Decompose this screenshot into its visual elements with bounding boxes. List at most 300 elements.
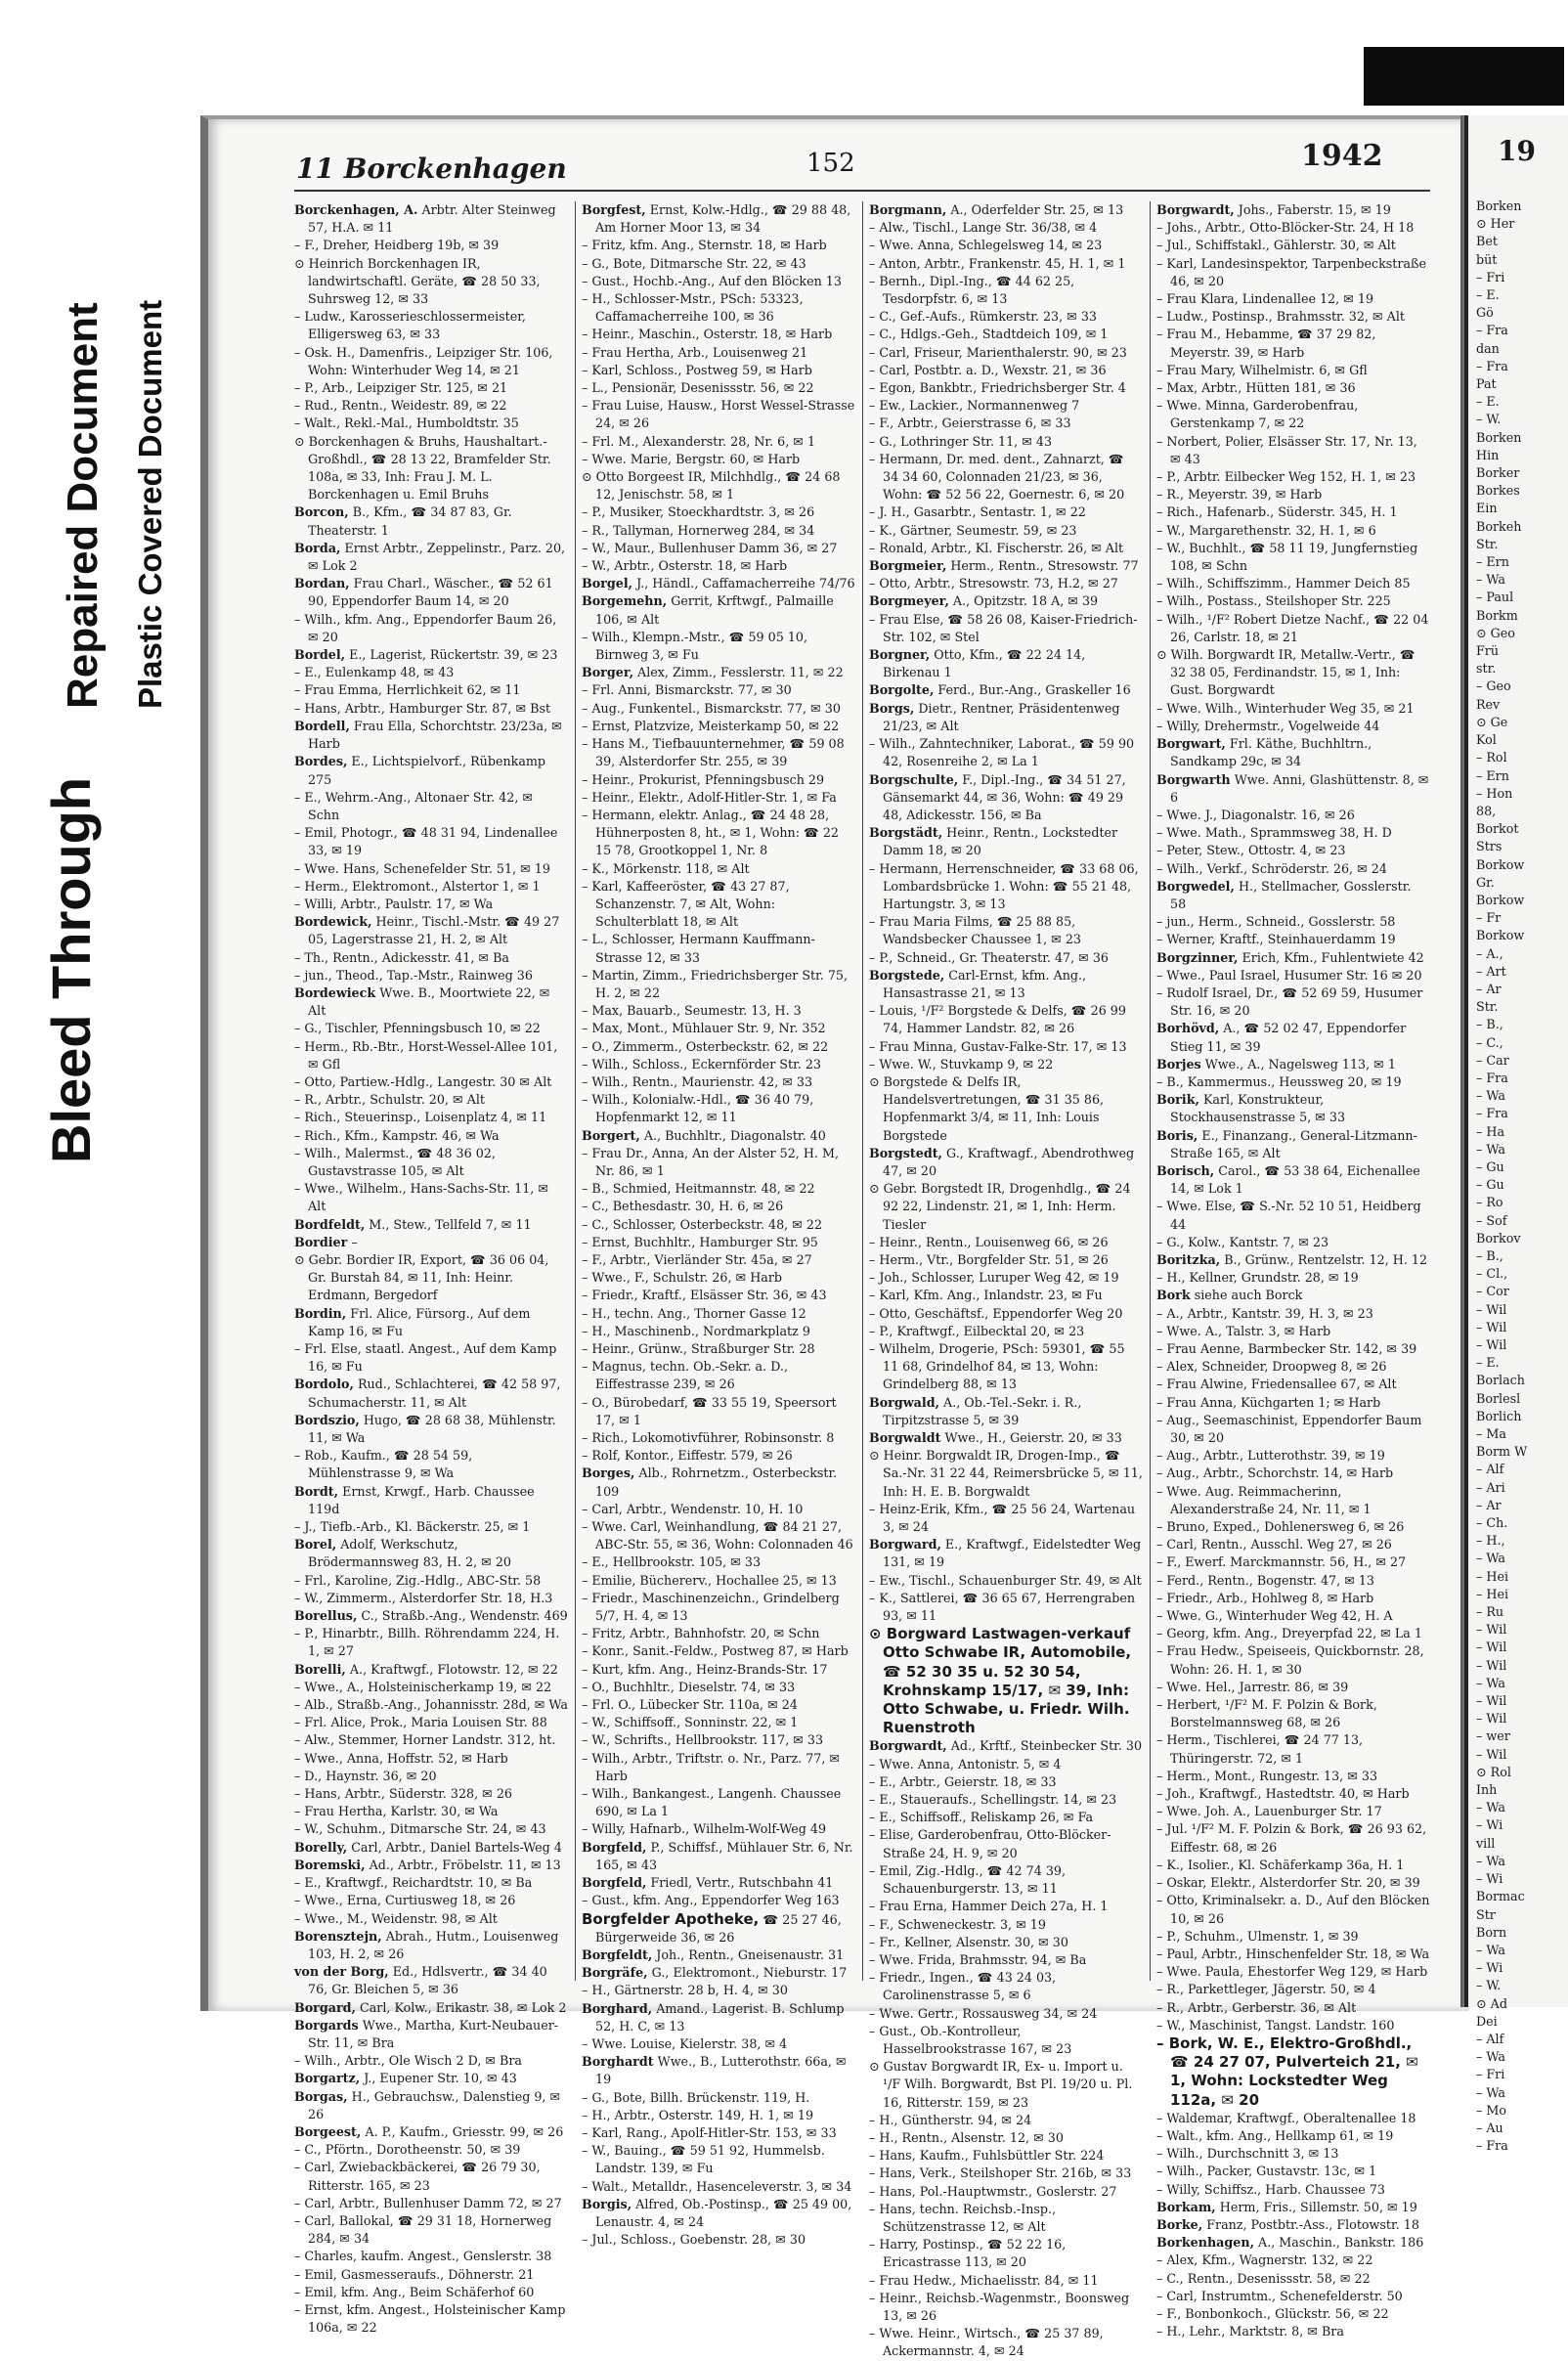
directory-entry — [869, 860, 1143, 914]
entry-text: – Wilhelm, Drogerie, PSch: 59301, ☎ 55 11 68, Grindelhof 84, ✉ 13, Wohn: Grindelberg 88, ✉ 13 — [869, 1341, 1125, 1392]
directory-entry — [1156, 1731, 1430, 1767]
plastic-covered-stamp: Plastic Covered Document — [132, 299, 168, 709]
next-page-line: – Mo — [1476, 2102, 1507, 2118]
directory-entry — [869, 237, 1143, 254]
next-page-line: Borker — [1476, 465, 1520, 481]
next-page-line: – Fri — [1476, 269, 1505, 284]
entry-text: Wwe., H., Geierstr. 20, ✉ 33 — [944, 1430, 1122, 1446]
entry-text: – Gust., Ob.-Kontrolleur, Hasselbrookstrasse 167, ✉ 23 — [869, 2023, 1072, 2056]
entry-text: – W., Bauing., ☎ 59 51 92, Hummelsb. Landstr. 139, ✉ Fu — [582, 2143, 825, 2176]
entry-text: – Johs., Arbtr., Otto-Blöcker-Str. 24, H 18 — [1156, 220, 1415, 236]
entry-text: Heinr., Rentn., Lockstedter Damm 18, ✉ 20 — [883, 825, 1118, 858]
entry-text: – Wwe. Louise, Kielerstr. 38, ✉ 4 — [582, 2035, 788, 2051]
next-page-line: – Hei — [1476, 1568, 1509, 1584]
directory-entry — [582, 2124, 855, 2142]
directory-entry — [294, 789, 568, 824]
entry-text: – Rolf, Kontor., Eiffestr. 579, ✉ 26 — [582, 1448, 793, 1464]
entry-text: – Otto, Geschäftsf., Eppendorfer Weg 20 — [869, 1305, 1123, 1321]
entry-text: Carol., ☎ 53 38 64, Eichenallee 14, ✉ Lok 1 — [1170, 1162, 1420, 1197]
directory-entry — [1156, 540, 1430, 575]
entry-text: – Norbert, Polier, Elsässer Str. 17, Nr. 13, ✉ 43 — [1156, 433, 1417, 466]
entry-text: Karl, Konstrukteur, Stockhausenstrasse 5, ✉ 33 — [1170, 1092, 1346, 1125]
directory-entry — [582, 503, 855, 521]
entry-text: – Ludw., Karosserieschlossermeister, Elligersweg 63, ✉ 33 — [294, 309, 526, 342]
directory-entry — [869, 1234, 1143, 1251]
directory-entry — [1156, 433, 1430, 468]
entry-name: Bork — [1156, 1288, 1191, 1303]
next-page-line: – H., — [1476, 1533, 1505, 1549]
entry-text: – Frau Hedw., Michaelisstr. 84, ✉ 11 — [869, 2272, 1099, 2288]
directory-entry — [1156, 913, 1430, 931]
directory-entry — [582, 1625, 855, 1642]
entry-text: – Rich., Kfm., Kampstr. 46, ✉ Wa — [294, 1127, 500, 1143]
next-page-line: Str — [1476, 1906, 1496, 1922]
entry-text: – Rich., Hafenarb., Süderstr. 345, H. 1 — [1156, 504, 1398, 520]
entry-name: Borgstädt, — [869, 825, 943, 841]
entry-name: Borgemehn, — [582, 593, 668, 609]
entry-name: Bordewick, — [294, 914, 372, 930]
entry-text: Herm, Fris., Sillemstr. 50, ✉ 19 — [1219, 2199, 1417, 2214]
next-page-line: – A., — [1476, 945, 1503, 961]
directory-entry — [869, 646, 1143, 681]
entry-name: Borgfelder Apotheke, — [582, 1909, 760, 1928]
directory-entry — [1156, 735, 1430, 770]
entry-text: Johs., Faberstr. 15, ✉ 19 — [1238, 202, 1391, 217]
entry-name: Bordszio, — [294, 1412, 360, 1427]
entry-text: – Wwe. Carl, Weinhandlung, ☎ 84 21 27, ABC-Str. 55, ✉ 36, Wohn: Colonnaden 46 — [582, 1519, 853, 1552]
directory-entry — [294, 2248, 568, 2265]
entry-text: – E., Wehrm.-Ang., Altonaer Str. 42, ✉ Schn — [294, 789, 534, 822]
repaired-document-stamp: Repaired Document — [59, 302, 107, 709]
entry-text: – Alw., Tischl., Lange Str. 36/38, ✉ 4 — [869, 220, 1098, 236]
next-page-line: – Wil — [1476, 1711, 1507, 1727]
directory-entry — [294, 1483, 568, 1518]
directory-entry — [582, 255, 855, 273]
directory-entry — [294, 237, 568, 254]
entry-text: – Hermann, elektr. Anlag., ☎ 24 48 28, Hühnerposten 8, ht., ✉ 1, Wohn: ☎ 22 15 78, Grootkoppel 1, Nr. 8 — [582, 807, 839, 858]
entry-text: – Wwe. J., Diagonalstr. 16, ✉ 26 — [1156, 807, 1355, 822]
directory-entry — [582, 379, 855, 397]
next-page-lines — [1476, 197, 1527, 2155]
entry-name: Boremski, — [294, 1857, 366, 1872]
entry-text: – Karl, Landesinspektor, Tarpenbeckstraße 46, ✉ 20 — [1156, 255, 1426, 288]
next-page-line: Borlich — [1476, 1408, 1522, 1423]
directory-entry — [1156, 1607, 1430, 1625]
next-page-line: – Wa — [1476, 1800, 1505, 1815]
entry-text: Frau Ella, Schorchtstr. 23/23a, ✉ Harb — [308, 718, 562, 752]
directory-entry — [294, 1251, 568, 1305]
next-page-line: Ein — [1476, 501, 1498, 516]
entry-text: Wwe., A., Nagelsweg 113, ✉ 1 — [1204, 1056, 1396, 1071]
entry-text: – Frau Hertha, Arb., Louisenweg 21 — [582, 344, 808, 360]
entry-text: – H., Lehr., Marktstr. 8, ✉ Bra — [1156, 2324, 1344, 2339]
directory-entry — [869, 771, 1143, 825]
next-page-line: Gr. — [1476, 874, 1495, 890]
entry-text: – Ew., Lackier., Normannenweg 7 — [869, 398, 1080, 414]
directory-entry — [582, 1696, 855, 1714]
next-page-line: – C., — [1476, 1034, 1503, 1050]
directory-entry — [582, 1982, 855, 1999]
entry-text: – Frl. O., Lübecker Str. 110a, ✉ 24 — [582, 1697, 798, 1713]
directory-entry — [294, 379, 568, 397]
entry-text: – Alw., Stemmer, Horner Landstr. 312, ht. — [294, 1732, 556, 1748]
directory-entry — [869, 611, 1143, 646]
next-page-line: – Ch. — [1476, 1515, 1508, 1531]
entry-text: – Frau Hertha, Karlstr. 30, ✉ Wa — [294, 1804, 499, 1819]
directory-entry — [869, 967, 1143, 1002]
entry-text: Alfred, Ob.-Postinsp., ☎ 25 49 00, Lenaustr. 4, ✉ 24 — [595, 2196, 852, 2229]
entry-text: – Otto, Arbtr., Stresowstr. 73, H.2, ✉ 27 — [869, 576, 1118, 591]
entry-text: – D., Haynstr. 36, ✉ 20 — [294, 1768, 437, 1783]
entry-text: – Hans, Arbtr., Süderstr. 328, ✉ 26 — [294, 1786, 512, 1802]
column-divider — [1150, 201, 1151, 1981]
entry-text: – Frau M., Hebamme, ☎ 37 29 82, Meyerstr. 39, ✉ Harb — [1156, 327, 1376, 360]
entry-name: Borgs, — [869, 700, 915, 716]
entry-text: – P., Musiker, Stoeckhardtstr. 3, ✉ 26 — [582, 504, 815, 520]
directory-entry — [1156, 1412, 1430, 1447]
entry-text: P., Schiffsf., Mühlauer Str. 6, Nr. 165, ✉ 43 — [595, 1839, 853, 1872]
entry-text: ⊙ Gebr. Borgstedt IR, Drogenhdlg., ☎ 24 92 22, Lindenstr. 21, ✉ 1, Inh: Herm. Tiesler — [869, 1181, 1131, 1232]
directory-entry — [582, 878, 855, 932]
entry-text: – Werner, Kraftf., Steinhauerdamm 19 — [1156, 932, 1396, 947]
directory-entry — [294, 913, 568, 948]
next-page-line: – Ha — [1476, 1123, 1505, 1139]
entry-text: – Heinr., Prokurist, Pfenningsbusch 29 — [582, 771, 825, 787]
directory-entry — [294, 860, 568, 878]
entry-text: – K., Mörkenstr. 118, ✉ Alt — [582, 860, 750, 876]
entry-text: – Wwe. Anna, Schlegelsweg 14, ✉ 23 — [869, 238, 1103, 253]
entry-name: Borgel, — [582, 576, 633, 591]
entry-text: – O., Buchhltr., Dieselstr. 74, ✉ 33 — [582, 1679, 796, 1694]
next-page-line: Borken — [1476, 429, 1522, 445]
entry-text: – W., Margarethenstr. 32, H. 1, ✉ 6 — [1156, 522, 1376, 538]
next-page-line: Borlesl — [1476, 1390, 1521, 1406]
next-page-line: – Wi — [1476, 1960, 1503, 1976]
directory-entry — [294, 949, 568, 967]
directory-entry — [869, 2290, 1143, 2325]
entry-text: – Louis, ¹/F² Borgstede & Delfs, ☎ 26 99 74, Hammer Landstr. 82, ✉ 26 — [869, 1003, 1126, 1036]
directory-entry — [294, 1038, 568, 1073]
directory-entry — [1156, 2163, 1430, 2180]
directory-entry — [294, 646, 568, 664]
directory-entry — [582, 1091, 855, 1126]
directory-entry — [1156, 771, 1430, 807]
entry-text: – Heinz-Erik, Kfm., ☎ 25 56 24, Wartenau 3, ✉ 24 — [869, 1501, 1136, 1535]
directory-entry — [1156, 984, 1430, 1020]
entry-text: – Wwe. Wilh., Winterhuder Weg 35, ✉ 21 — [1156, 700, 1415, 716]
entry-text: – Wwe. Minna, Garderobenfrau, Gerstenkamp 7, ✉ 22 — [1156, 398, 1359, 431]
entry-text: – Aug., Arbtr., Schorchstr. 14, ✉ Harb — [1156, 1465, 1394, 1481]
directory-entry — [869, 273, 1143, 308]
directory-entry — [869, 379, 1143, 397]
directory-entry — [582, 1234, 855, 1251]
directory-entry — [869, 1791, 1143, 1809]
next-page-line: dan — [1476, 340, 1500, 356]
entry-text: – Wilh., Verkf., Schröderstr. 26, ✉ 24 — [1156, 860, 1387, 876]
entry-text: – Emil, Gasmesseraufs., Döhnerstr. 21 — [294, 2266, 535, 2282]
directory-entry — [869, 1916, 1143, 1934]
next-page-line: 88, — [1476, 803, 1497, 818]
entry-text: – Ernst, kfm. Angest., Holsteinischer Kamp 106a, ✉ 22 — [294, 2301, 566, 2336]
entry-text: – Karl, Kaffeeröster, ☎ 43 27 87, Schanzenstr. 7, ✉ Alt, Wohn: Schulterblatt 18, ✉ Alt — [582, 878, 790, 930]
next-page-line: Strs — [1476, 839, 1503, 854]
next-page-line: – Wa — [1476, 1088, 1505, 1104]
directory-entry — [294, 1234, 568, 1251]
entry-text: – Wwe. A., Talstr. 3, ✉ Harb — [1156, 1323, 1331, 1338]
entry-text: – Jul., Schloss., Goebenstr. 28, ✉ 30 — [582, 2232, 806, 2248]
next-page-line: – Wi — [1476, 1817, 1503, 1833]
directory-entry — [582, 2178, 855, 2196]
directory-entry — [869, 201, 1143, 219]
entry-text: – Carl, Rentn., Ausschl. Weg 27, ✉ 26 — [1156, 1537, 1392, 1552]
entry-text: – Wilh., ¹/F² Robert Dietze Nachf., ☎ 22 04 26, Carlstr. 18, ✉ 21 — [1156, 611, 1429, 644]
next-page-line: Bormac — [1476, 1889, 1525, 1904]
next-page-line: – W. — [1476, 412, 1502, 427]
directory-entry — [1156, 718, 1430, 735]
entry-name: Bordel, — [294, 647, 346, 663]
directory-entry — [1156, 1447, 1430, 1465]
directory-entry — [582, 522, 855, 540]
directory-entry — [294, 1109, 568, 1126]
directory-entry — [294, 2195, 568, 2212]
entry-text: – Walt., kfm. Ang., Hellkamp 61, ✉ 19 — [1156, 2127, 1394, 2143]
directory-entry — [294, 1145, 568, 1180]
directory-entry — [582, 1073, 855, 1091]
directory-entry — [582, 2053, 855, 2088]
directory-entry — [294, 984, 568, 1020]
entry-text: – Osk. H., Damenfris., Leipziger Str. 106, Wohn: Winterhuder Weg 14, ✉ 21 — [294, 344, 553, 377]
directory-entry — [294, 433, 568, 504]
directory-entry — [869, 575, 1143, 592]
next-page-line: – E. — [1476, 287, 1500, 303]
entry-name: Borgert, — [582, 1127, 640, 1143]
directory-entry — [869, 557, 1143, 575]
entry-text: – H., Arbtr., Osterstr. 149, H. 1, ✉ 19 — [582, 2107, 814, 2122]
next-page-line: – Ru — [1476, 1604, 1504, 1620]
entry-text: – Karl, Kfm. Ang., Inlandstr. 23, ✉ Fu — [869, 1288, 1103, 1303]
next-page-line: Frü — [1476, 643, 1500, 659]
directory-entry — [294, 2070, 568, 2087]
directory-entry — [294, 718, 568, 753]
entry-text: Wwe., Martha, Kurt-Neubauer-Str. 11, ✉ Bra — [308, 2017, 559, 2050]
directory-entry — [1156, 1251, 1430, 1269]
entry-text: – P., Arbtr. Eilbecker Weg 152, H. 1, ✉ 23 — [1156, 469, 1416, 485]
entry-text: – P., Arb., Leipziger Str. 125, ✉ 21 — [294, 380, 508, 396]
entry-text: – Wilh., Rentn., Maurienstr. 42, ✉ 33 — [582, 1073, 813, 1089]
entry-text: – Frau Klara, Lindenallee 12, ✉ 19 — [1156, 291, 1374, 307]
directory-entry — [869, 2147, 1143, 2164]
entry-text: – R., Tallyman, Hornerweg 284, ✉ 34 — [582, 522, 815, 538]
entry-text: – W., Maschinist, Tangst. Landstr. 160 — [1156, 2017, 1395, 2033]
directory-entry — [582, 1056, 855, 1073]
directory-entry — [1156, 1536, 1430, 1553]
directory-entry — [294, 255, 568, 309]
entry-name: Borges, — [582, 1465, 635, 1481]
entry-text: – Frau Else, ☎ 58 26 08, Kaiser-Friedrich-Str. 102, ✉ Stel — [869, 611, 1138, 644]
directory-entry — [1156, 2288, 1430, 2305]
next-page-line: Kol — [1476, 732, 1497, 748]
next-page-line: – Gu — [1476, 1159, 1504, 1174]
entry-text: – Wwe., F., Schulstr. 26, ✉ Harb — [582, 1270, 783, 1286]
directory-entry — [582, 1358, 855, 1393]
directory-entry — [1156, 2110, 1430, 2127]
directory-entry — [294, 2284, 568, 2301]
entry-name: Borkenhagen, — [1156, 2235, 1254, 2251]
directory-entry — [869, 2129, 1143, 2147]
directory-entry — [869, 735, 1143, 770]
entry-name: Borgartz, — [294, 2071, 361, 2086]
directory-entry — [294, 344, 568, 379]
directory-entry — [582, 1340, 855, 1358]
next-page-line: – Wa — [1476, 1942, 1505, 1957]
directory-entry — [582, 1731, 855, 1749]
entry-text: – Ludw., Postinsp., Brahmsstr. 32, ✉ Alt — [1156, 309, 1405, 325]
directory-entry — [869, 1038, 1143, 1056]
directory-entry — [869, 1251, 1143, 1269]
next-page-line: Born — [1476, 1924, 1507, 1940]
directory-entry — [1156, 1999, 1430, 2017]
entry-name: Borgräfe, — [582, 1965, 648, 1981]
directory-entry — [1156, 807, 1430, 824]
directory-entry — [869, 2325, 1143, 2360]
next-page-line: ⊙ Geo — [1476, 625, 1515, 640]
directory-entry — [1156, 1572, 1430, 1590]
next-page-line: ⊙ Her — [1476, 216, 1515, 232]
directory-entry — [294, 1874, 568, 1892]
next-page-line: Rev — [1476, 696, 1501, 712]
entry-text: – Ferd., Rentn., Bogenstr. 47, ✉ 13 — [1156, 1572, 1375, 1588]
entry-text: – C., Hdlgs.-Geh., Stadtdeich 109, ✉ 1 — [869, 327, 1109, 342]
next-page-line: – Fr — [1476, 910, 1502, 926]
directory-entry — [869, 1180, 1143, 1234]
directory-entry — [582, 1287, 855, 1304]
directory-entry — [869, 219, 1143, 237]
entry-text: – Wwe. Else, ☎ S.-Nr. 52 10 51, Heidberg 44 — [1156, 1199, 1421, 1232]
next-page-line: – Geo — [1476, 678, 1511, 694]
directory-entry — [294, 1857, 568, 1874]
entry-text: – Rud., Rentn., Weidestr. 89, ✉ 22 — [294, 398, 507, 414]
entry-text: ⊙ Borckenhagen & Bruhs, Haushaltart.-Großhdl., ☎ 28 13 22, Bramfelder Str. 108a, ✉ 33, Inh: Frau J. M. L. Borckenhagen u. Emil Bruhs — [294, 433, 551, 503]
entry-text: H., Gebrauchsw., Dalenstieg 9, ✉ 26 — [308, 2088, 561, 2121]
directory-entry — [1156, 1963, 1430, 1981]
entry-text: – Wwe., Paul Israel, Husumer Str. 16 ✉ 20 — [1156, 967, 1422, 983]
entry-text: – F., Arbtr., Geierstrasse 6, ✉ 33 — [869, 415, 1071, 431]
entry-text: – Emil, kfm. Ang., Beim Schäferhof 60 — [294, 2284, 535, 2299]
directory-entry — [869, 2236, 1143, 2271]
entry-name: Bordin, — [294, 1305, 347, 1321]
directory-entry — [869, 2201, 1143, 2236]
entry-text: ⊙ Otto Borgeest IR, Milchhdlg., ☎ 24 68 12, Jenischstr. 58, ✉ 1 — [582, 469, 841, 503]
directory-entry — [294, 575, 568, 610]
entry-text: – P., Schneid., Gr. Theaterstr. 47, ✉ 36 — [869, 949, 1109, 965]
entry-text: – Heinr., Rentn., Louisenweg 66, ✉ 26 — [869, 1234, 1109, 1249]
entry-text: – Frl. Else, staatl. Angest., Auf dem Kamp 16, ✉ Fu — [294, 1341, 557, 1375]
directory-entry — [294, 1928, 568, 1963]
directory-entry — [1156, 1803, 1430, 1820]
entry-text: – Herm., Elektromont., Alstertor 1, ✉ 1 — [294, 878, 541, 894]
directory-entry — [582, 1590, 855, 1625]
entry-text: Carl, Kolw., Erikastr. 38, ✉ Lok 2 — [359, 1999, 567, 2015]
directory-entry — [1156, 397, 1430, 432]
directory-entry — [294, 1020, 568, 1037]
directory-entry — [1156, 1020, 1430, 1055]
column-4 — [1156, 201, 1430, 2339]
entry-text: – Peter, Stew., Ottostr. 4, ✉ 23 — [1156, 843, 1346, 858]
directory-entry — [582, 1874, 855, 1892]
directory-entry — [582, 2107, 855, 2124]
entry-text: Alex, Zimm., Fesslerstr. 11, ✉ 22 — [637, 665, 844, 680]
directory-entry — [582, 1465, 855, 1500]
directory-entry — [1156, 842, 1430, 859]
directory-entry — [294, 896, 568, 913]
entry-text: – Rudolf Israel, Dr., ☎ 52 69 59, Husumer Str. 16, ✉ 20 — [1156, 984, 1423, 1019]
next-page-line: Str. — [1476, 536, 1499, 551]
entry-text: – Hans, Kaufm., Fuhlsbüttler Str. 224 — [869, 2148, 1105, 2164]
entry-text: – Willi, Arbtr., Paulstr. 17, ✉ Wa — [294, 896, 494, 911]
next-page-line: – wer — [1476, 1728, 1510, 1744]
directory-entry — [869, 1073, 1143, 1145]
entry-text: Frl. Alice, Fürsorg., Auf dem Kamp 16, ✉ Fu — [308, 1305, 531, 1338]
directory-entry — [582, 575, 855, 592]
directory-entry — [1156, 611, 1430, 646]
entry-text: – Heinr., Maschin., Osterstr. 18, ✉ Harb — [582, 327, 833, 342]
entry-text: – Max, Arbtr., Hütten 181, ✉ 36 — [1156, 380, 1356, 396]
directory-entry — [869, 1269, 1143, 1287]
directory-entry — [582, 1642, 855, 1660]
directory-entry — [1156, 2127, 1430, 2145]
entry-text: Adolf, Werkschutz, Brödermannsweg 83, H. 2, ✉ 20 — [308, 1537, 511, 1570]
entry-text: – Joh., Kraftwgf., Hastedtstr. 40, ✉ Harb — [1156, 1786, 1410, 1802]
entry-text: – G., Kolw., Kantstr. 7, ✉ 23 — [1156, 1234, 1329, 1249]
directory-entry — [294, 2159, 568, 2194]
next-page-line: – Au — [1476, 2120, 1503, 2135]
entry-text: – jun., Herm., Schneid., Gosslerstr. 58 — [1156, 914, 1396, 930]
entry-text: – F., Dreher, Heidberg 19b, ✉ 39 — [294, 238, 500, 253]
directory-entry — [294, 540, 568, 575]
directory-entry — [1156, 2216, 1430, 2234]
entry-name: Boritzka, — [1156, 1251, 1221, 1267]
directory-entry — [294, 1839, 568, 1857]
entry-text: E., Kraftwgf., Eidelstedter Weg 131, ✉ 19 — [883, 1537, 1142, 1570]
entry-name: Borgfeldt, — [582, 1946, 653, 1962]
directory-entry — [582, 1518, 855, 1553]
entry-name: Borcon, — [294, 504, 349, 520]
entry-text: Carl-Ernst, kfm. Ang., Hansastrasse 21, ✉ 13 — [883, 967, 1087, 1000]
next-page-line: – Ar — [1476, 981, 1502, 996]
entry-text: – Wwe. G., Winterhuder Weg 42, H. A — [1156, 1608, 1393, 1624]
directory-entry — [294, 2266, 568, 2284]
entry-text: – Friedr., Kraftf., Elsässer Str. 36, ✉ 43 — [582, 1288, 827, 1303]
directory-entry — [1156, 1928, 1430, 1946]
entry-text: – W., Zimmerm., Alsterdorfer Str. 18, H.3 — [294, 1590, 553, 1605]
entry-text: – Alex, Kfm., Wagnerstr. 132, ✉ 22 — [1156, 2252, 1373, 2268]
next-page-line: – Hei — [1476, 1586, 1509, 1601]
entry-text: – H., Güntherstr. 94, ✉ 24 — [869, 2112, 1032, 2127]
directory-entry — [1156, 2034, 1430, 2110]
directory-entry — [869, 1536, 1143, 1571]
directory-entry — [1156, 1768, 1430, 1785]
entry-text: – Fritz, Arbtr., Bahnhofstr. 20, ✉ Schn — [582, 1626, 820, 1641]
entry-text: – Carl, Arbtr., Wendenstr. 10, H. 10 — [582, 1501, 804, 1516]
next-page-line: – Cor — [1476, 1284, 1509, 1299]
entry-text: – Karl, Rang., Apolf-Hitler-Str. 153, ✉ 33 — [582, 2124, 837, 2140]
entry-name: Bordt, — [294, 1483, 339, 1499]
entry-text: – Wilh., kfm. Ang., Eppendorfer Baum 26, ✉ 20 — [294, 611, 557, 644]
entry-name: Borgolte, — [869, 682, 935, 698]
entry-text: – Carl, Instrumtm., Schenefelderstr. 50 — [1156, 2288, 1403, 2303]
entry-name: Borgmann, — [869, 202, 947, 217]
directory-entry — [582, 1661, 855, 1679]
